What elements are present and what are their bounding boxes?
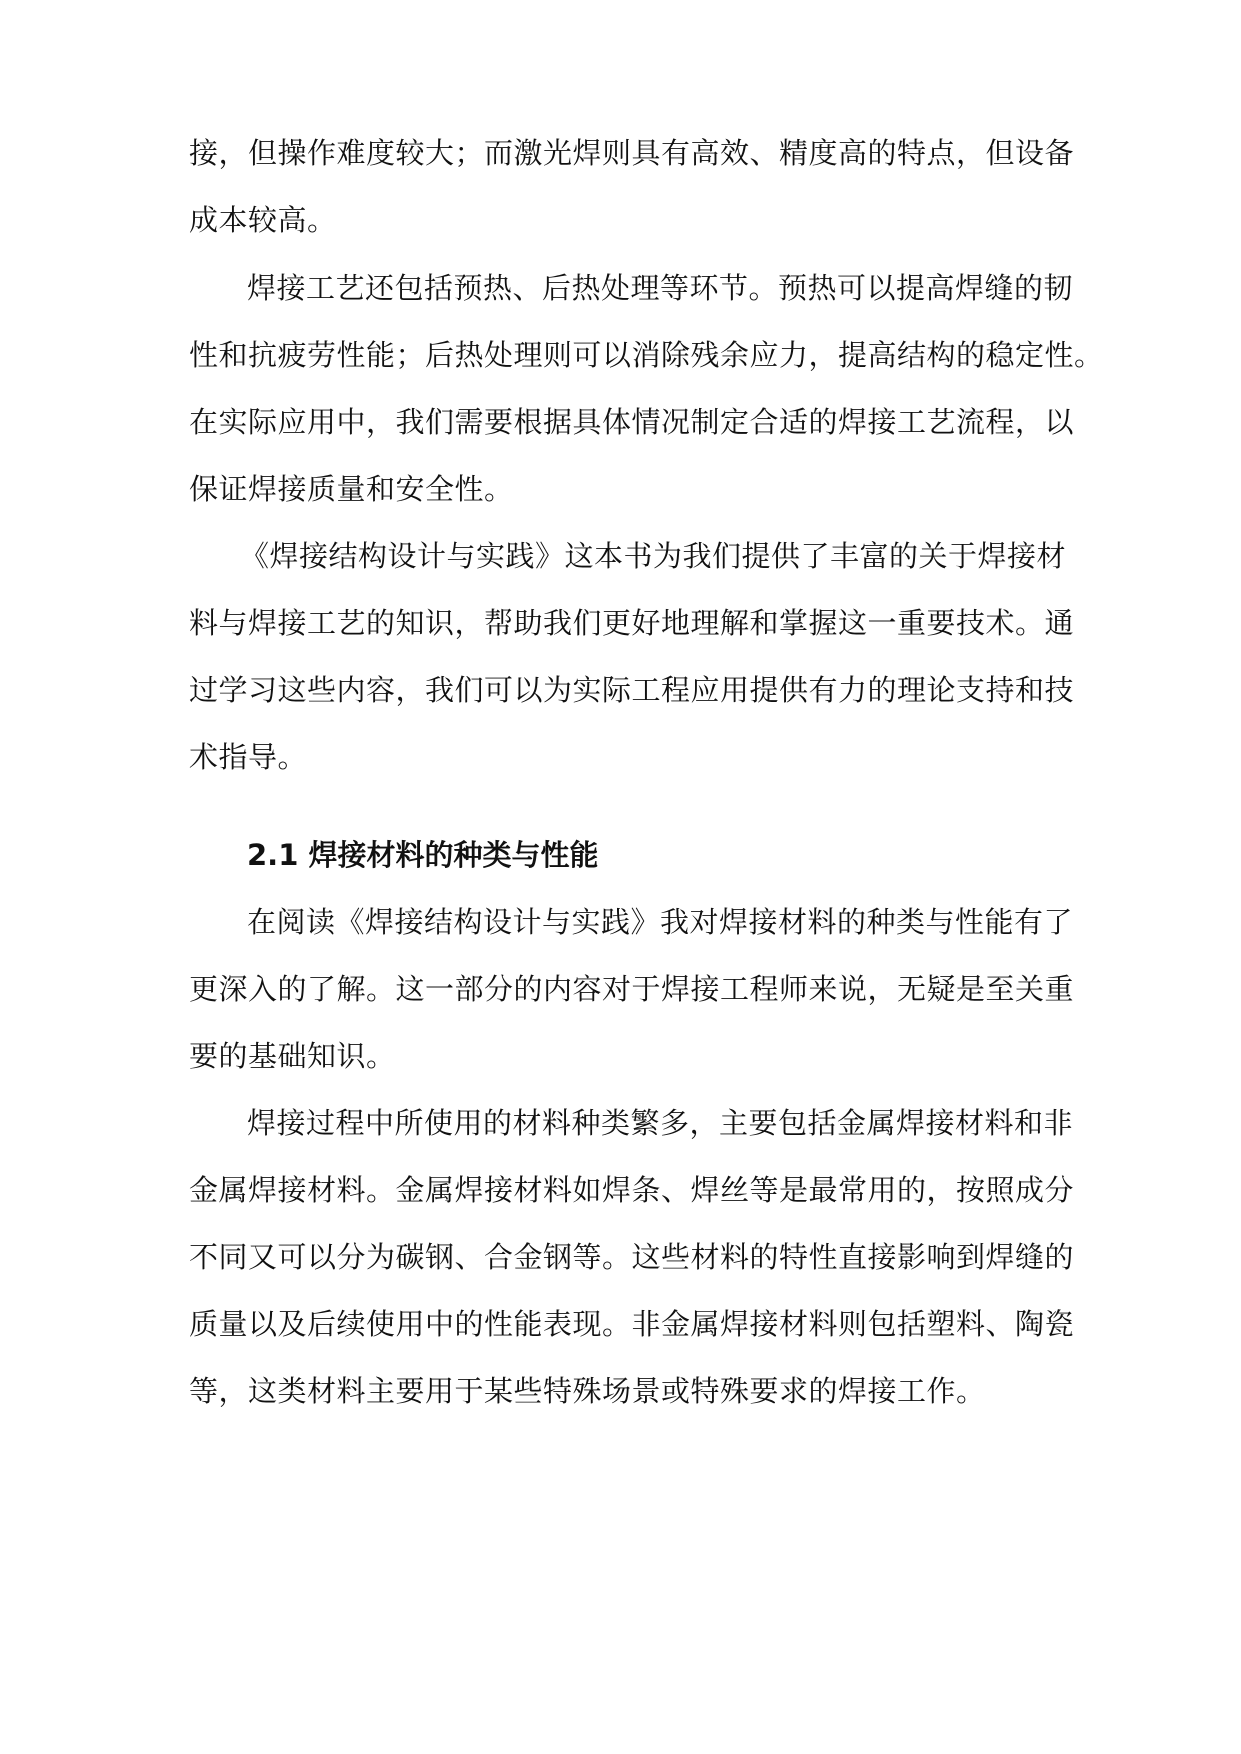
paragraph-line: 《焊接结构设计与实践》这本书为我们提供了丰富的关于焊接材 — [240, 539, 1067, 573]
paragraph-line: 性和抗疲劳性能；后热处理则可以消除残余应力，提高结构的稳定性。 — [189, 338, 1104, 372]
paragraph-line: 在阅读《焊接结构设计与实践》我对焊接材料的种类与性能有了 — [247, 905, 1074, 939]
paragraph-line: 金属焊接材料。金属焊接材料如焊条、焊丝等是最常用的，按照成分 — [189, 1173, 1075, 1207]
paragraph-line: 成本较高。 — [189, 203, 337, 237]
paragraph-line: 焊接过程中所使用的材料种类繁多，主要包括金属焊接材料和非 — [247, 1106, 1074, 1140]
paragraph-line: 等，这类材料主要用于某些特殊场景或特殊要求的焊接工作。 — [189, 1374, 986, 1408]
paragraph-line: 术指导。 — [189, 740, 308, 774]
paragraph-line: 料与焊接工艺的知识，帮助我们更好地理解和掌握这一重要技术。通 — [189, 606, 1075, 640]
paragraph-line: 更深入的了解。这一部分的内容对于焊接工程师来说，无疑是至关重 — [189, 972, 1075, 1006]
paragraph-line: 在实际应用中，我们需要根据具体情况制定合适的焊接工艺流程，以 — [189, 405, 1075, 439]
paragraph-line: 不同又可以分为碳钢、合金钢等。这些材料的特性直接影响到焊缝的 — [189, 1240, 1075, 1274]
paragraph-line: 接，但操作难度较大；而激光焊则具有高效、精度高的特点，但设备 — [189, 136, 1075, 170]
paragraph-line: 过学习这些内容，我们可以为实际工程应用提供有力的理论支持和技 — [189, 673, 1075, 707]
paragraph-line: 要的基础知识。 — [189, 1039, 396, 1073]
paragraph-line: 质量以及后续使用中的性能表现。非金属焊接材料则包括塑料、陶瓷 — [189, 1307, 1075, 1341]
paragraph-line: 焊接工艺还包括预热、后热处理等环节。预热可以提高焊缝的韧 — [247, 271, 1074, 305]
paragraph-line: 保证焊接质量和安全性。 — [189, 472, 514, 506]
section-heading: 2.1 焊接材料的种类与性能 — [247, 838, 599, 872]
